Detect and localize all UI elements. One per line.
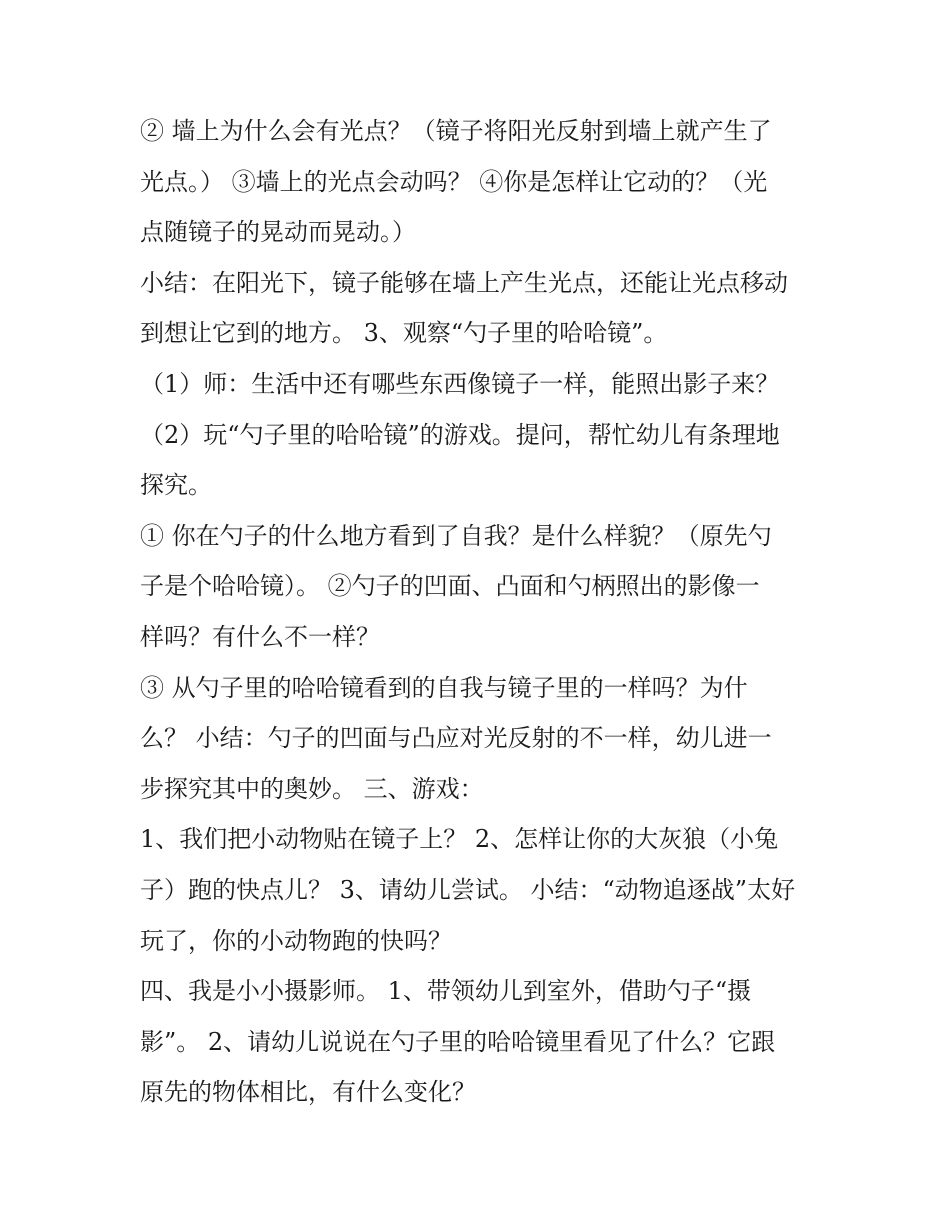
text-line: （2）玩“勺子里的哈哈镜”的游戏。提问，帮忙幼儿有条理地 — [140, 420, 780, 449]
text-line: 步探究其中的奥妙。 三、游戏： — [140, 774, 484, 803]
text-line: ③ 从勺子里的哈哈镜看到的自我与镜子里的一样吗？为什 — [140, 673, 748, 702]
text-line: ② 墙上为什么会有光点？（镜子将阳光反射到墙上就产生了 — [140, 117, 772, 145]
text-line: 探究。 — [140, 471, 212, 500]
text-line: 小结：在阳光下，镜子能够在墙上产生光点，还能让光点移动 — [140, 268, 788, 297]
text-line: 玩了，你的小动物跑的快吗？ — [140, 926, 452, 955]
text-line: 1、我们把小动物贴在镜子上？ 2、怎样让你的大灰狼（小兔 — [140, 825, 779, 854]
document-body — [140, 106, 820, 1118]
text-line: 四、我是小小摄影师。 1、带领幼儿到室外，借助勺子“摄 — [140, 977, 752, 1006]
text-line: 样吗？有什么不一样？ — [140, 622, 380, 651]
text-line: 到想让它到的地方。 3、观察“勺子里的哈哈镜”。 — [140, 319, 668, 348]
text-line: 么？ 小结：勺子的凹面与凸应对光反射的不一样，幼儿进一 — [140, 724, 772, 753]
text-line: 子）跑的快点儿？ 3、请幼儿尝试。 小结：“动物追逐战”太好 — [140, 875, 796, 904]
text-line: 点随镜子的晃动而晃动。） — [140, 218, 416, 247]
text-line: ① 你在勺子的什么地方看到了自我？是什么样貌？（原先勺 — [140, 521, 772, 550]
text-line: 光点。） ③墙上的光点会动吗？ ④你是怎样让它动的？（光 — [140, 167, 768, 196]
text-line: （1）师：生活中还有哪些东西像镜子一样，能照出影子来？ — [140, 369, 780, 398]
text-line: 子是个哈哈镜）。 ②勺子的凹面、凸面和勺柄照出的影像一 — [140, 572, 760, 601]
text-line: 影”。 2、请幼儿说说在勺子里的哈哈镜里看见了什么？它跟 — [140, 1027, 776, 1056]
text-line: 原先的物体相比，有什么变化？ — [140, 1078, 476, 1107]
